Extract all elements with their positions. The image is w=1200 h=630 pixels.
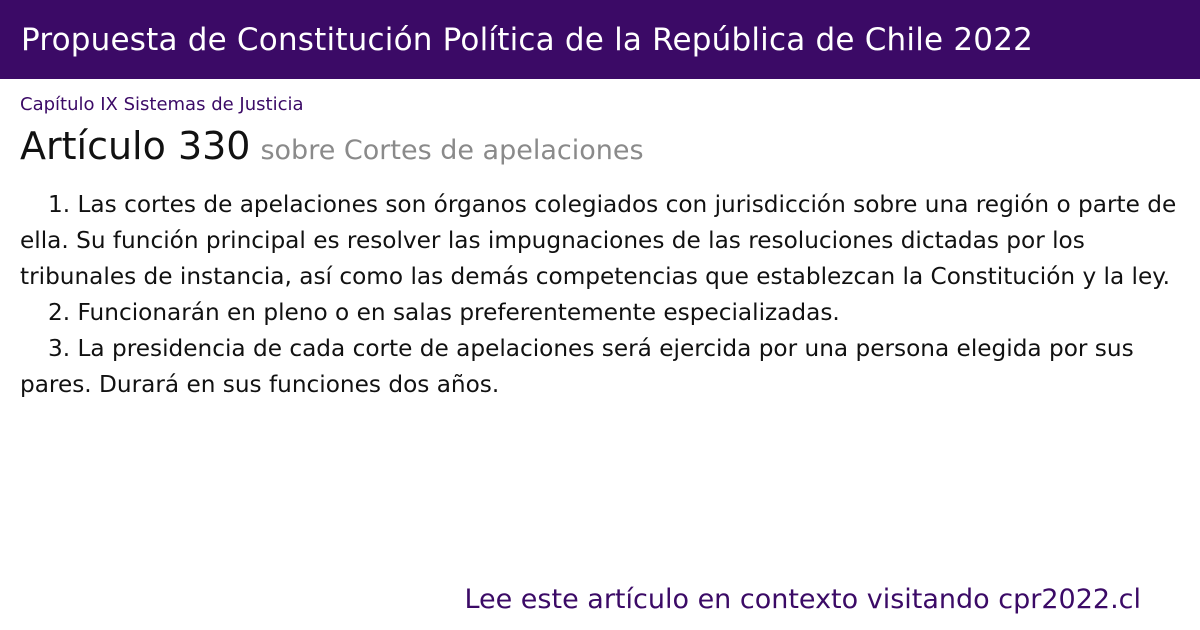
article-number: Artículo 330 — [20, 124, 251, 168]
article-heading — [20, 124, 644, 168]
header-banner — [0, 0, 1200, 79]
article-paragraph-3: 3. La presidencia de cada corte de apelaciones será ejercida por una persona elegida por sus pares. Durará en sus funciones dos años. — [20, 335, 1134, 398]
article-body — [20, 187, 1180, 403]
context-link[interactable]: Lee este artículo en contexto visitando cpr2022.cl — [464, 584, 1141, 615]
header-title: Propuesta de Constitución Política de la República de Chile 2022 — [21, 21, 1034, 58]
article-paragraph-2: 2. Funcionarán en pleno o en salas preferentemente especializadas. — [48, 299, 840, 326]
article-paragraph-1: 1. Las cortes de apelaciones son órganos colegiados con jurisdicción sobre una región o parte de ella. Su función principal es resolver las impugnaciones de las resoluciones dictadas por los tribunales de instancia, así como las demás competencias que establezcan la Constitución y la ley. — [20, 191, 1177, 290]
article-topic: sobre Cortes de apelaciones — [260, 135, 644, 166]
chapter-label: Capítulo IX Sistemas de Justicia — [20, 94, 304, 115]
